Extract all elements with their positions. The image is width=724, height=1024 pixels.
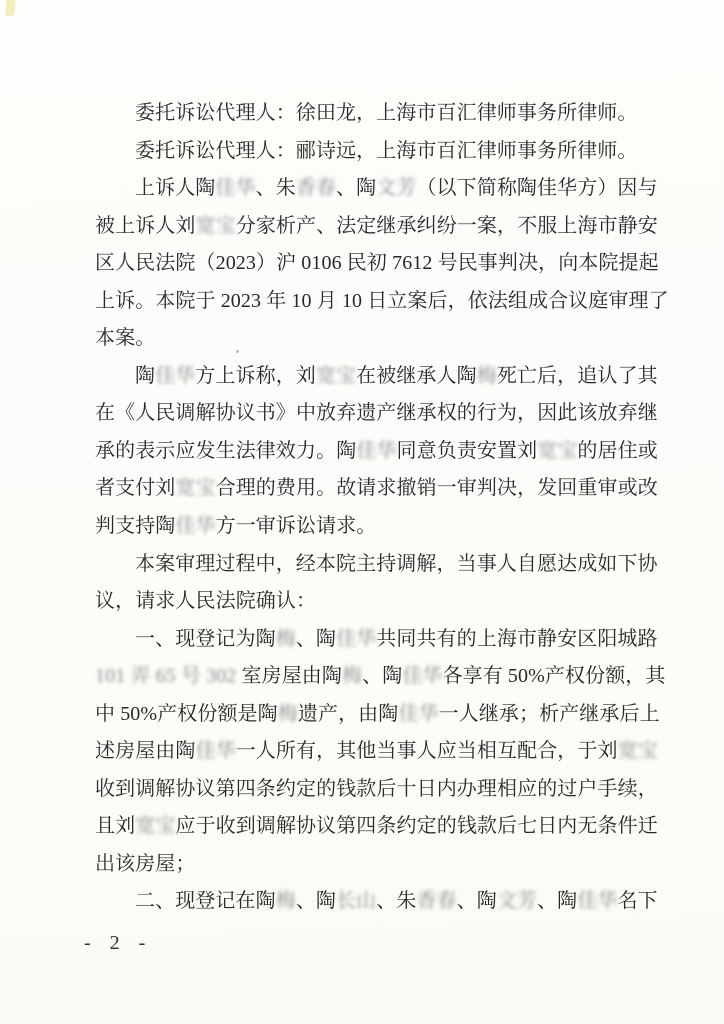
redacted-text: 佳华 bbox=[577, 890, 618, 913]
page-number: - 2 - bbox=[84, 932, 153, 954]
text-segment: 分家析产、法定继承纠纷一案，不服上海市静安 bbox=[235, 214, 658, 237]
redacted-text: 宽宝 bbox=[537, 439, 578, 462]
text-segment: 述房屋由陶 bbox=[95, 740, 196, 763]
text-segment: 承的表示应发生法律效力。陶 bbox=[95, 439, 357, 462]
redacted-text: 佳华 bbox=[195, 740, 236, 763]
redacted-text: 宽宝 bbox=[617, 740, 658, 763]
text-segment: 、朱 bbox=[255, 177, 296, 200]
redacted-text: 香春 bbox=[416, 890, 457, 913]
text-segment: 、陶 bbox=[295, 627, 337, 650]
text-line bbox=[95, 583, 643, 621]
text-segment: 、陶 bbox=[295, 890, 337, 913]
text-line bbox=[95, 133, 643, 171]
text-segment: 出该房屋； bbox=[95, 852, 196, 875]
paper-stain-mark bbox=[5, 0, 16, 16]
text-segment: 在《人民调解协议书》中放弃遗产继承权的行为，因此该放弃继 bbox=[95, 402, 658, 425]
text-line bbox=[95, 170, 658, 208]
redacted-text: 宽宝 bbox=[135, 815, 176, 838]
text-segment: 方一审诉讼请求。 bbox=[215, 515, 377, 538]
text-segment: 本案。 bbox=[95, 327, 156, 350]
redacted-text: 宽宝 bbox=[195, 214, 236, 237]
redacted-text: 梅 bbox=[277, 702, 298, 725]
text-line bbox=[95, 658, 666, 696]
redacted-text: 佳华 bbox=[356, 439, 397, 462]
text-segment: 死亡后，追认了其 bbox=[496, 364, 658, 387]
redacted-text: 佳华 bbox=[336, 627, 377, 650]
text-line bbox=[95, 546, 658, 584]
text-segment: 同意负责安置刘 bbox=[396, 439, 538, 462]
redacted-text: 长山 bbox=[336, 890, 377, 913]
text-segment: 、陶 bbox=[336, 177, 377, 200]
text-segment: 各享有 50%产权份额，其 bbox=[442, 665, 666, 688]
text-segment: 区人民法院（2023）沪 0106 民初 7612 号民事判决，向本院提起 bbox=[95, 252, 659, 275]
redacted-text: 佳华 bbox=[175, 515, 216, 538]
text-segment: 名下 bbox=[617, 890, 658, 913]
text-line bbox=[95, 470, 658, 508]
redacted-text: 佳华 bbox=[402, 665, 443, 688]
redacted-text: 宽宝 bbox=[175, 477, 216, 500]
redacted-text: 梅 bbox=[476, 364, 497, 387]
text-segment: 议，请求人民法院确认： bbox=[95, 590, 317, 613]
text-segment: 一人继承；析产继承后上 bbox=[438, 702, 660, 725]
text-segment: 遗产，由陶 bbox=[297, 702, 399, 725]
text-line bbox=[95, 771, 658, 809]
text-segment: 委托诉讼代理人：徐田龙，上海市百汇律师事务所律师。 bbox=[135, 102, 638, 124]
text-segment: （以下简称陶佳华方）因与 bbox=[416, 177, 658, 200]
text-line bbox=[95, 358, 658, 396]
text-line bbox=[95, 808, 658, 846]
redacted-text: 佳华 bbox=[215, 177, 256, 200]
text-line bbox=[95, 733, 658, 771]
text-segment: 上诉。本院于 2023 年 10 月 10 日立案后，依法组成合议庭审理了 bbox=[95, 289, 669, 312]
text-line bbox=[95, 621, 658, 659]
text-line bbox=[95, 846, 643, 884]
text-line bbox=[95, 95, 643, 133]
text-segment: 上诉人陶 bbox=[135, 177, 216, 200]
text-segment: 被上诉人刘 bbox=[95, 214, 196, 237]
text-segment: 中 50%产权份额是陶 bbox=[95, 702, 278, 725]
text-segment: 二、现登记在陶 bbox=[135, 890, 276, 913]
document-text bbox=[95, 95, 669, 921]
text-segment: 者支付刘 bbox=[95, 477, 176, 500]
text-segment: 一人所有，其他当事人应当相互配合，于刘 bbox=[235, 740, 618, 763]
text-segment: 本案审理过程中，经本院主持调解，当事人自愿达成如下协 bbox=[135, 552, 658, 575]
redacted-text: 佳华 bbox=[398, 702, 439, 725]
redacted-text: 梅 bbox=[342, 665, 363, 688]
text-segment: 、陶 bbox=[456, 890, 497, 913]
text-line bbox=[95, 283, 669, 321]
text-segment: 判支持陶 bbox=[95, 515, 176, 538]
text-line bbox=[95, 433, 658, 471]
redacted-text: 文芳 bbox=[376, 177, 417, 200]
redacted-text: 文芳 bbox=[496, 890, 538, 913]
text-line bbox=[95, 395, 658, 433]
redacted-text: 宽宝 bbox=[315, 364, 357, 387]
text-segment: 、朱 bbox=[376, 890, 417, 913]
text-segment: 共同共有的上海市静安区阳城路 bbox=[376, 627, 658, 650]
redacted-text: 香春 bbox=[295, 177, 337, 200]
text-line bbox=[95, 245, 659, 283]
text-segment: 在被继承人陶 bbox=[356, 364, 477, 387]
text-segment: 合理的费用。故请求撤销一审判决，发回重审或改 bbox=[215, 477, 658, 500]
text-segment: 应于收到调解协议第四条约定的钱款后七日内无条件迁 bbox=[175, 815, 658, 838]
text-line bbox=[95, 508, 643, 546]
text-segment: 陶 bbox=[135, 364, 156, 387]
text-line bbox=[95, 696, 660, 734]
text-segment: 、陶 bbox=[362, 665, 403, 688]
text-segment: 一、现登记为陶 bbox=[135, 627, 276, 650]
text-line bbox=[95, 320, 643, 358]
text-segment: 、陶 bbox=[537, 890, 578, 913]
redacted-text: 梅 bbox=[275, 627, 296, 650]
text-line bbox=[95, 883, 658, 921]
redacted-text: 梅 bbox=[275, 890, 296, 913]
text-segment: 委托诉讼代理人：郦诗远，上海市百汇律师事务所律师。 bbox=[135, 139, 638, 162]
text-segment: 室房屋由陶 bbox=[236, 665, 343, 688]
text-segment: 方上诉称，刘 bbox=[195, 364, 316, 387]
text-segment: 的居住或 bbox=[577, 439, 658, 462]
text-line bbox=[95, 208, 658, 246]
text-segment: 且刘 bbox=[95, 815, 136, 838]
redacted-text: 佳华 bbox=[155, 364, 196, 387]
redacted-text: 101 弄 65 号 302 bbox=[95, 665, 237, 688]
text-segment: 收到调解协议第四条约定的钱款后十日内办理相应的过户手续， bbox=[95, 777, 658, 800]
